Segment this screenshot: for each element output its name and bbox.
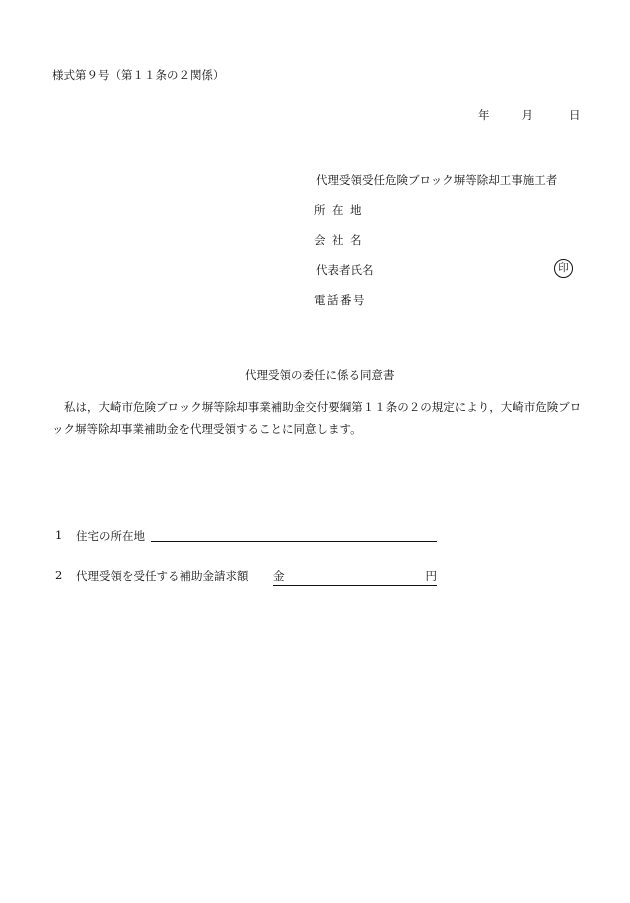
consent-body-text: 私は，大崎市危険ブロック塀等除却事業補助金交付要綱第１１条の２の規定により，大崎市危険ブロック塀等除却事業補助金を代理受領することに同意します。 <box>52 400 582 436</box>
claim-amount-blank <box>273 568 437 586</box>
month-label: 月 <box>521 108 533 122</box>
amount-prefix: 金 <box>273 569 285 583</box>
seal-mark: 印 <box>554 259 573 278</box>
representative-name-label: 代表者氏名 <box>316 263 374 277</box>
claim-amount-label: 代理受領を受任する補助金請求額 <box>76 569 249 583</box>
date-line <box>478 107 581 123</box>
document-title: 代理受領の委任に係る同意書 <box>245 368 395 382</box>
day-label: 日 <box>569 108 581 122</box>
item-number: 2 <box>55 568 63 582</box>
year-label: 年 <box>478 108 490 122</box>
company-name-label: 会 社 名 <box>314 233 362 247</box>
item-number: 1 <box>55 528 63 542</box>
address-label: 所 在 地 <box>314 203 362 217</box>
form-number: 様式第９号（第１１条の２関係） <box>52 68 225 82</box>
applicant-title: 代理受領受任危険ブロック塀等除却工事施工者 <box>316 173 558 187</box>
house-address-blank-line <box>151 541 437 542</box>
amount-suffix: 円 <box>425 569 437 583</box>
house-address-label: 住宅の所在地 <box>76 529 145 543</box>
phone-number-label: 電 話 番 号 <box>314 293 365 307</box>
